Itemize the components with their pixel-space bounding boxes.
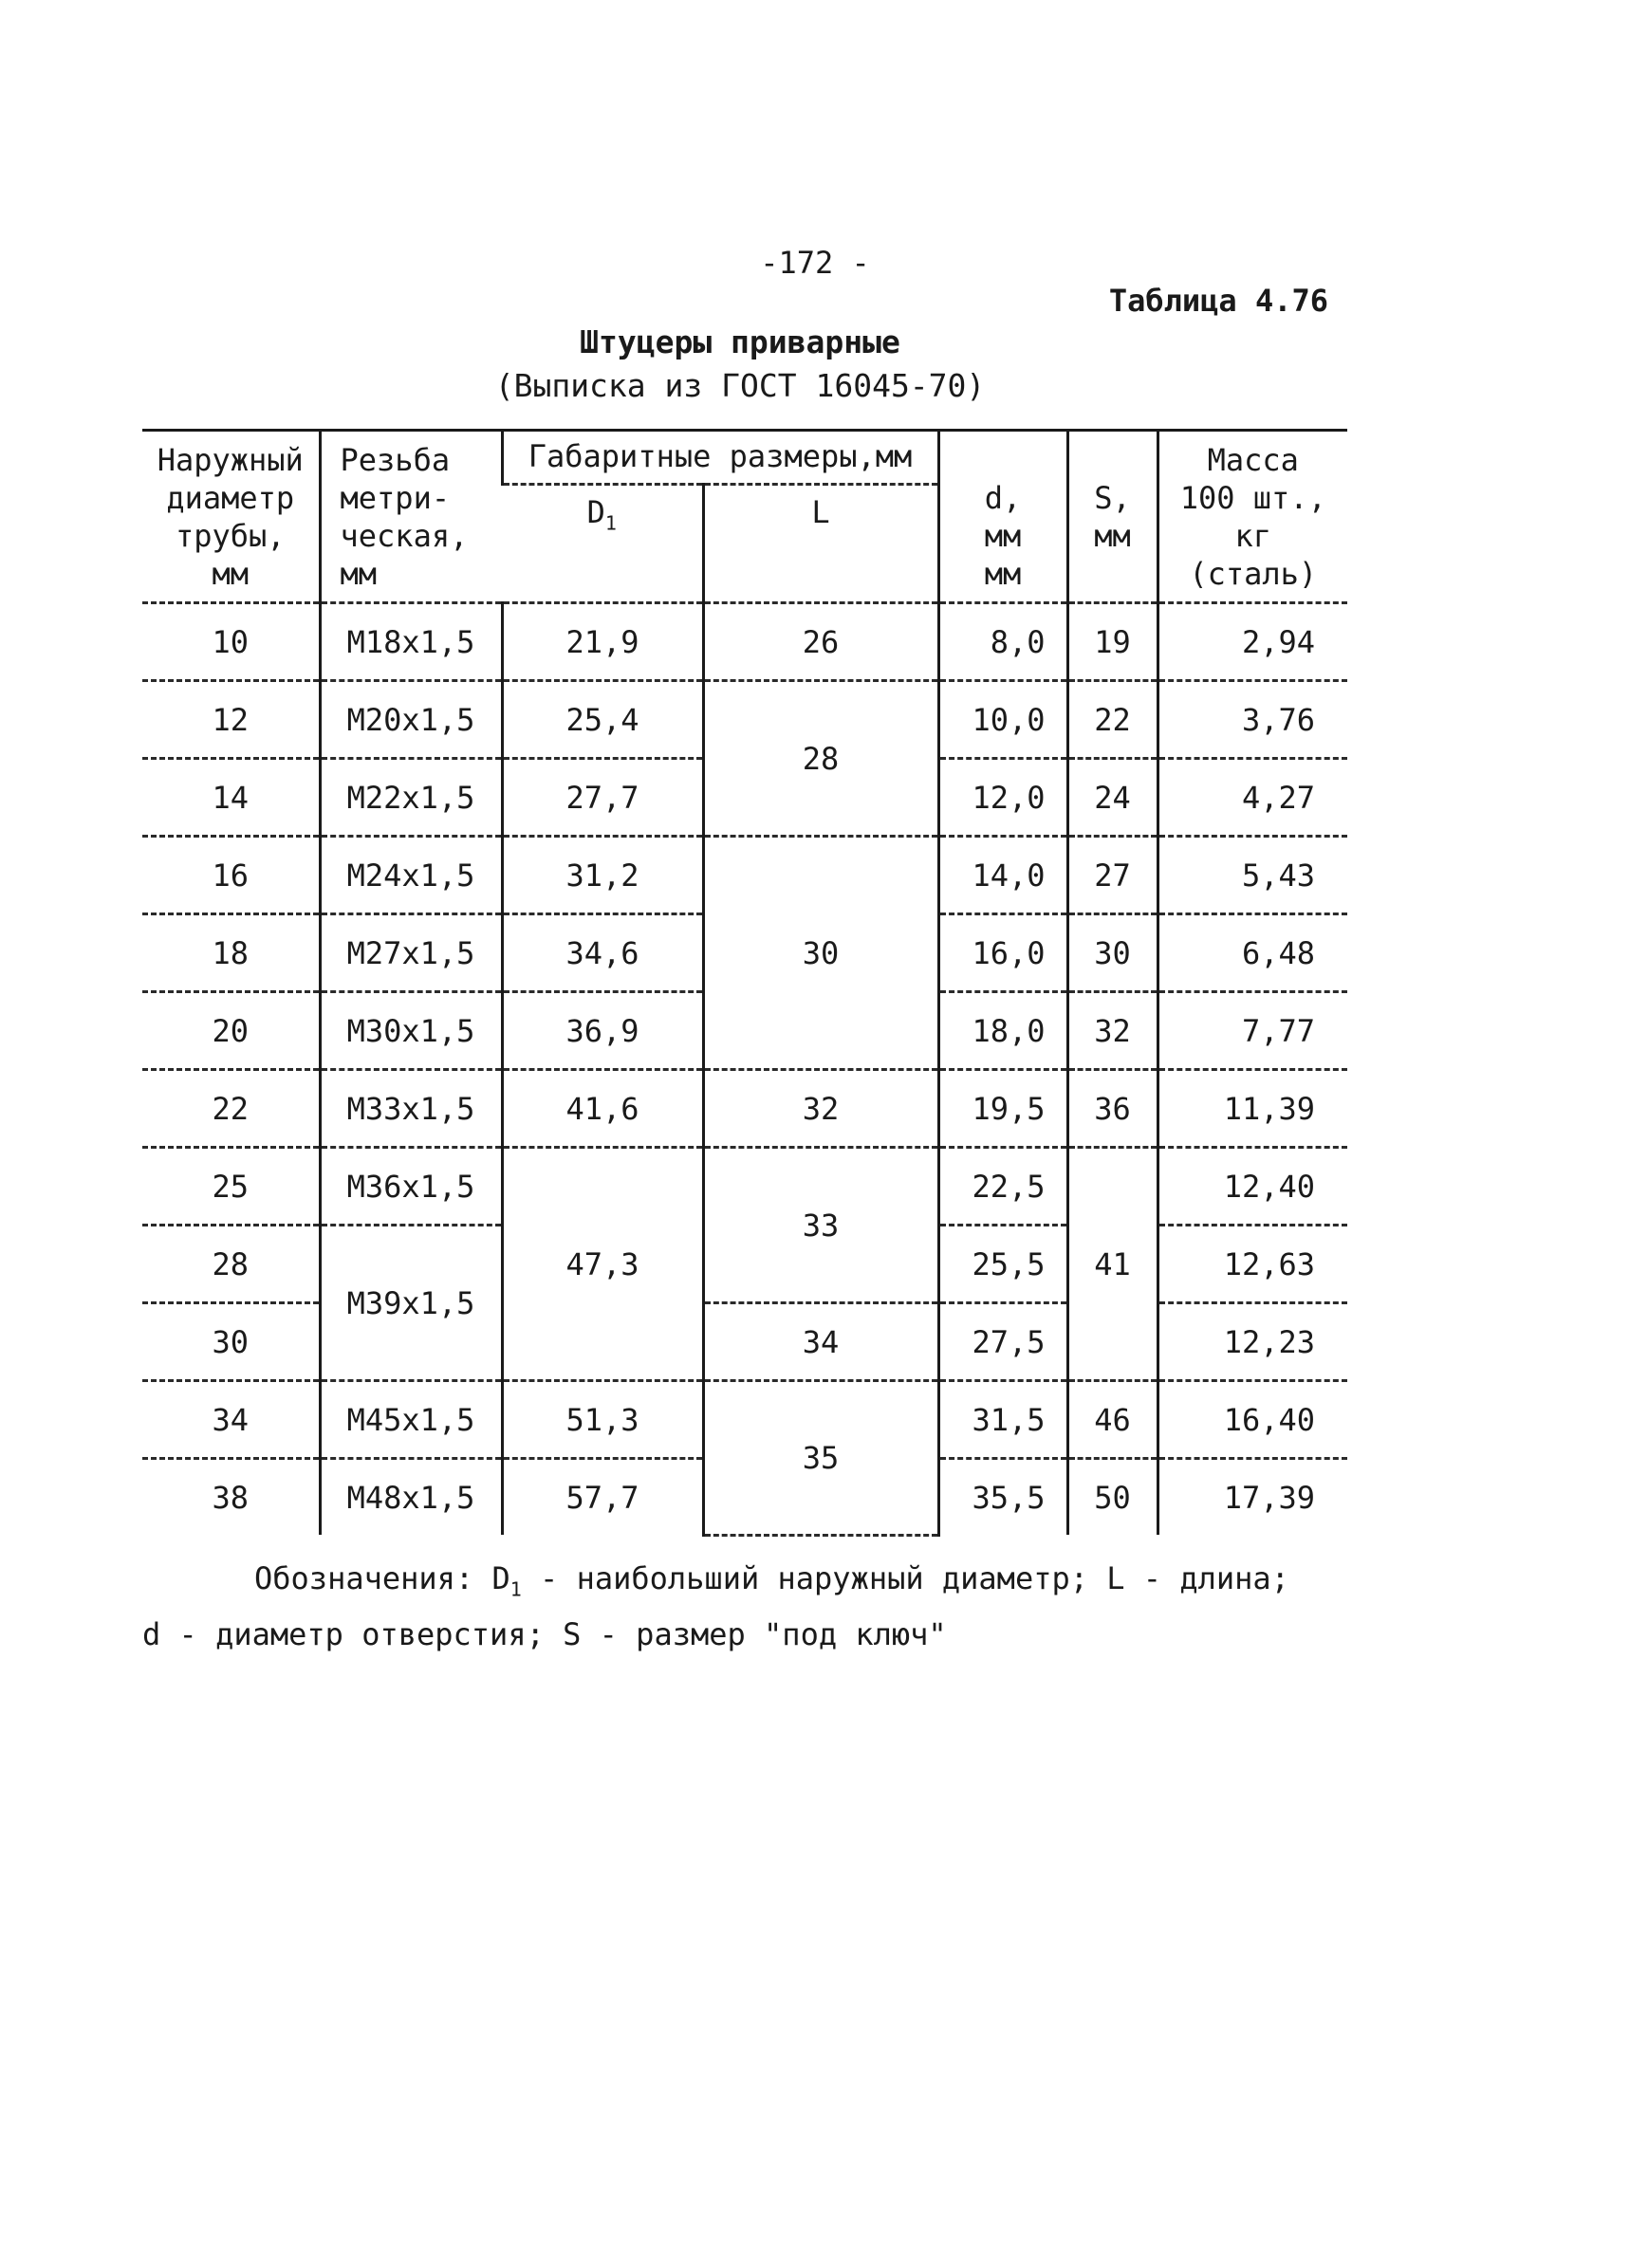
cell-d1: 31,2	[502, 837, 703, 914]
title-line-1: Штуцеры приварные	[580, 323, 900, 360]
legend-line-1: Обозначения: $D_1$ - наибольший наружный диаметр; L - длина;	[254, 1560, 1289, 1601]
cell-d: 12,0	[938, 759, 1067, 837]
table-row	[142, 1148, 1347, 1226]
cell-d: 22,5	[938, 1148, 1067, 1226]
cell-mass: 5,43	[1158, 837, 1347, 914]
cell-thread: М45х1,5	[320, 1381, 502, 1459]
cell-thread: М30х1,5	[320, 992, 502, 1070]
table-row	[142, 1070, 1347, 1148]
cell-s: 22	[1067, 681, 1158, 759]
cell-mass: 12,23	[1158, 1303, 1347, 1381]
cell-l: 30	[703, 837, 938, 1070]
cell-thread: М36х1,5	[320, 1148, 502, 1226]
cell-mass: 6,48	[1158, 914, 1347, 992]
cell-s: 19	[1067, 603, 1158, 681]
legend	[142, 1556, 1376, 1657]
cell-d: 8,0	[938, 603, 1067, 681]
cell-dia: 16	[142, 837, 320, 914]
cell-dia: 14	[142, 759, 320, 837]
cell-dia: 34	[142, 1381, 320, 1459]
header-d: d, мм мм	[938, 431, 1067, 603]
cell-thread: М20х1,5	[320, 681, 502, 759]
cell-l: 32	[703, 1070, 938, 1148]
cell-d: 31,5	[938, 1381, 1067, 1459]
cell-d1: 36,9	[502, 992, 703, 1070]
cell-d1: 21,9	[502, 603, 703, 681]
cell-thread: М33х1,5	[320, 1070, 502, 1148]
cell-thread: М24х1,5	[320, 837, 502, 914]
cell-d1: 57,7	[502, 1459, 703, 1536]
cell-s: 27	[1067, 837, 1158, 914]
page-number: -172 -	[760, 245, 870, 281]
table-row	[142, 837, 1347, 914]
cell-mass: 7,77	[1158, 992, 1347, 1070]
cell-dia: 18	[142, 914, 320, 992]
cell-l: 28	[703, 681, 938, 837]
cell-s: 24	[1067, 759, 1158, 837]
cell-dia: 10	[142, 603, 320, 681]
cell-l: 33	[703, 1148, 938, 1303]
cell-thread: М27х1,5	[320, 914, 502, 992]
cell-d: 19,5	[938, 1070, 1067, 1148]
cell-dia: 30	[142, 1303, 320, 1381]
table-number: Таблица 4.76	[1108, 283, 1328, 319]
cell-dia: 20	[142, 992, 320, 1070]
cell-thread: М39х1,5	[320, 1226, 502, 1381]
table-header	[142, 431, 1347, 603]
cell-dia: 38	[212, 1479, 250, 1516]
header-overall-dimensions: Габаритные размеры,мм	[502, 431, 938, 485]
cell-mass: 17,39	[1158, 1459, 1347, 1536]
header-thread: Резьба метри- ческая, мм	[320, 431, 502, 603]
cell-d: 16,0	[938, 914, 1067, 992]
cell-d1: 34,6	[502, 914, 703, 992]
header-mass: Масса 100 шт., кг (сталь)	[1158, 431, 1347, 603]
cell-s: 36	[1067, 1070, 1158, 1148]
cell-dia: 28	[142, 1226, 320, 1303]
cell-d1: 51,3	[502, 1381, 703, 1459]
cell-s: 41	[1067, 1148, 1158, 1381]
header-l: L	[703, 485, 938, 603]
cell-l: 35	[703, 1381, 938, 1536]
table-row	[142, 603, 1347, 681]
header-outer-diameter: Наружный диаметр трубы, мм	[142, 431, 320, 603]
cell-d: 25,5	[938, 1226, 1067, 1303]
title-line-2: (Выписка из ГОСТ 16045-70)	[494, 367, 986, 404]
cell-dia: 22	[142, 1070, 320, 1148]
cell-d: 10,0	[938, 681, 1067, 759]
table-title	[0, 321, 1480, 408]
cell-l: 26	[703, 603, 938, 681]
cell-d: 27,5	[938, 1303, 1067, 1381]
cell-mass: 12,63	[1158, 1226, 1347, 1303]
cell-s: 30	[1067, 914, 1158, 992]
cell-l: 34	[703, 1303, 938, 1381]
table-row	[142, 681, 1347, 759]
legend-line-2: d - диаметр отверстия; S - размер "под ключ"	[142, 1616, 947, 1653]
cell-thread: М48х1,5	[320, 1459, 502, 1536]
table-body	[142, 603, 1347, 1536]
header-d1: $D_1$	[502, 485, 703, 603]
cell-d1: 47,3	[502, 1148, 703, 1381]
fittings-table	[142, 429, 1347, 1537]
header-s: S, мм	[1067, 431, 1158, 603]
cell-mass: 4,27	[1158, 759, 1347, 837]
cell-d: 14,0	[938, 837, 1067, 914]
cell-mass: 11,39	[1158, 1070, 1347, 1148]
cell-d1: 25,4	[502, 681, 703, 759]
cell-d1: 41,6	[502, 1070, 703, 1148]
cell-s: 46	[1067, 1381, 1158, 1459]
cell-s: 50	[1067, 1459, 1158, 1536]
cell-dia: 12	[142, 681, 320, 759]
cell-thread: М22х1,5	[320, 759, 502, 837]
cell-d: 18,0	[938, 992, 1067, 1070]
cell-d: 35,5	[938, 1459, 1067, 1536]
cell-mass: 16,40	[1158, 1381, 1347, 1459]
table-row	[142, 1381, 1347, 1459]
cell-s: 32	[1067, 992, 1158, 1070]
cell-d1: 27,7	[502, 759, 703, 837]
cell-thread: М18х1,5	[320, 603, 502, 681]
cell-mass: 12,40	[1158, 1148, 1347, 1226]
cell-mass: 2,94	[1158, 603, 1347, 681]
cell-mass: 3,76	[1158, 681, 1347, 759]
cell-dia: 25	[142, 1148, 320, 1226]
